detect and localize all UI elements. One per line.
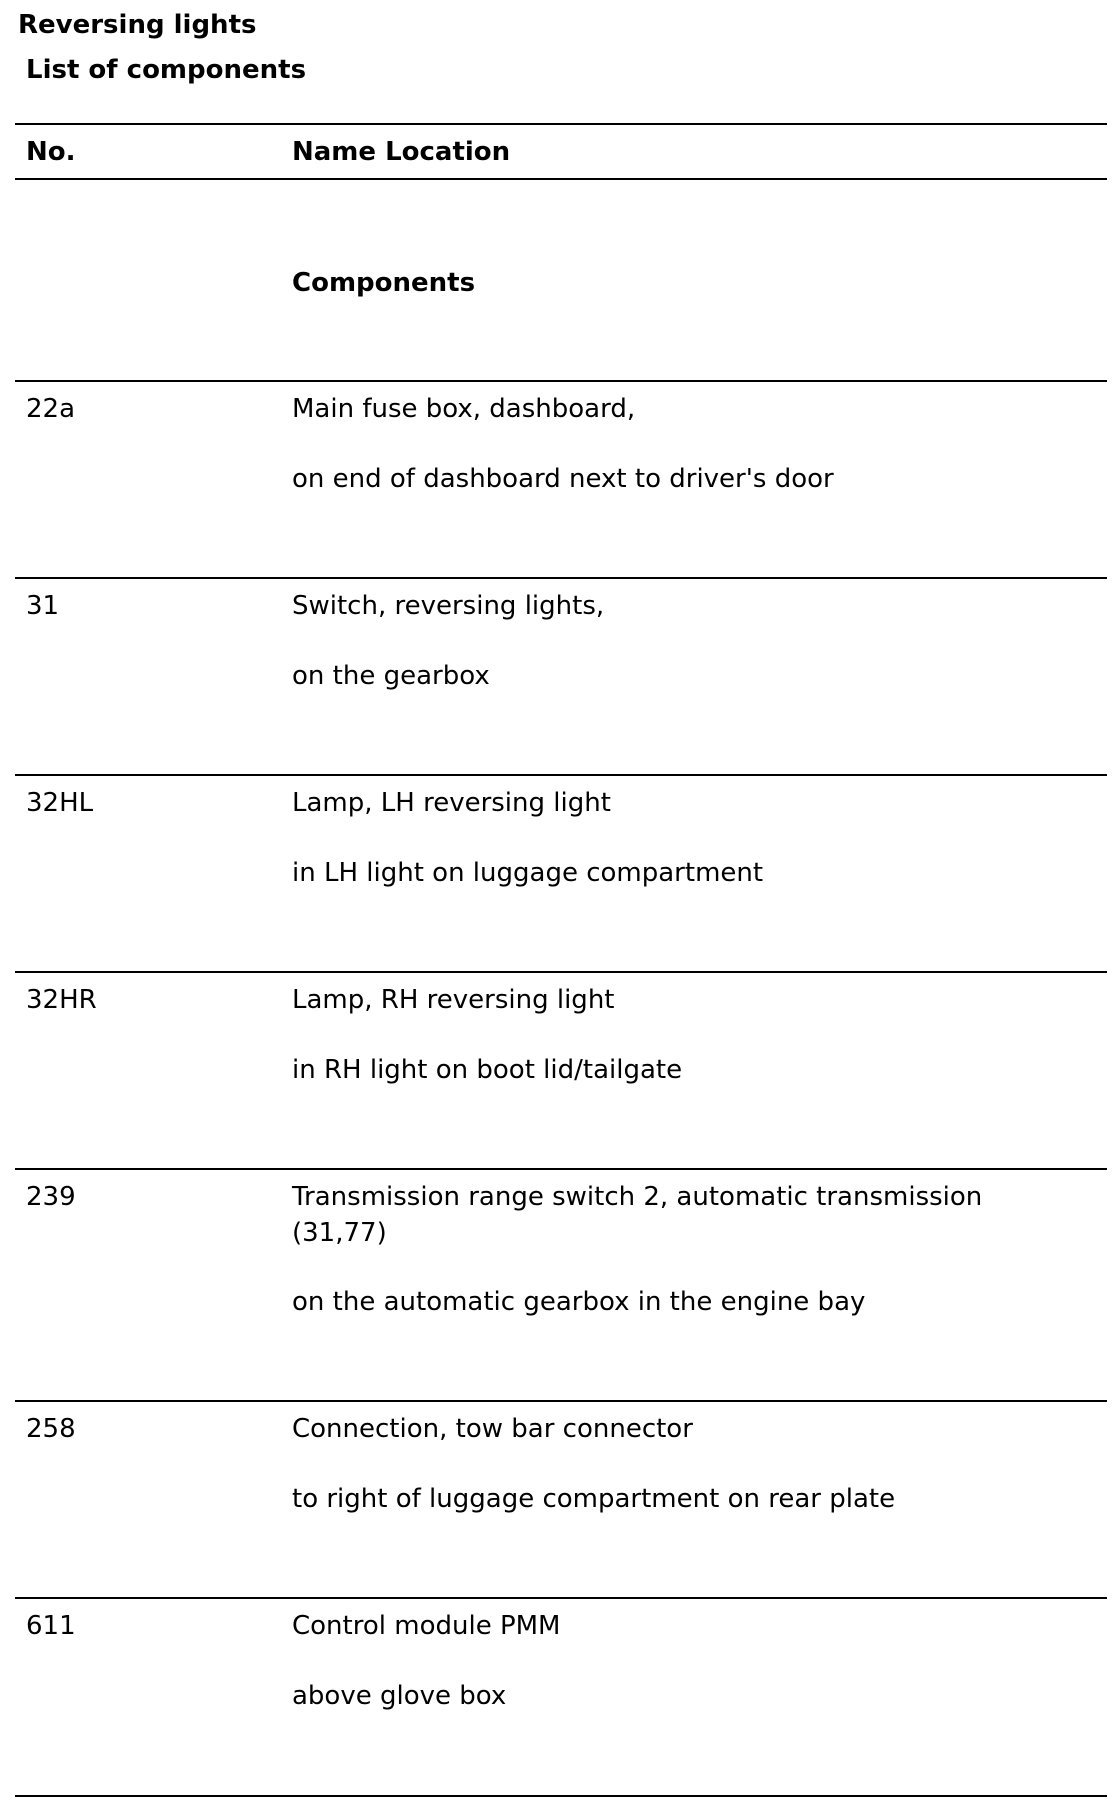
component-location: to right of luggage compartment on rear plate <box>292 1484 896 1514</box>
component-location: above glove box <box>292 1681 507 1711</box>
component-number: 32HL <box>26 788 94 818</box>
component-name: Connection, tow bar connector <box>292 1414 693 1444</box>
header-name-location: Name Location <box>292 137 511 167</box>
component-location: on end of dashboard next to driver's door <box>292 464 834 494</box>
component-location: on the gearbox <box>292 661 490 691</box>
component-name: Lamp, RH reversing light <box>292 985 615 1015</box>
row-divider <box>15 1168 1107 1170</box>
component-name: Main fuse box, dashboard, <box>292 394 636 424</box>
row-divider <box>15 577 1107 579</box>
component-number: 32HR <box>26 985 97 1015</box>
component-name: Transmission range switch 2, automatic transmission (31,77) <box>292 1182 983 1248</box>
component-location: in LH light on luggage compartment <box>292 858 764 888</box>
row-divider <box>15 1597 1107 1599</box>
row-divider <box>15 971 1107 973</box>
document-subtitle: List of components <box>26 55 307 85</box>
table-bottom-rule <box>15 1795 1107 1797</box>
component-name: Lamp, LH reversing light <box>292 788 611 818</box>
row-divider <box>15 380 1107 382</box>
component-location: in RH light on boot lid/tailgate <box>292 1055 683 1085</box>
component-name: Switch, reversing lights, <box>292 591 605 621</box>
component-number: 22a <box>26 394 76 424</box>
component-name: Control module PMM <box>292 1611 561 1641</box>
component-number: 611 <box>26 1611 76 1641</box>
table-header-rule <box>15 178 1107 180</box>
table-header-row <box>0 125 1120 179</box>
section-label-components: Components <box>292 268 476 298</box>
component-number: 258 <box>26 1414 76 1444</box>
row-divider <box>15 774 1107 776</box>
row-divider <box>15 1400 1107 1402</box>
header-no: No. <box>26 137 76 167</box>
component-number: 31 <box>26 591 60 621</box>
document-title: Reversing lights <box>18 10 257 40</box>
component-location: on the automatic gearbox in the engine bay <box>292 1287 866 1317</box>
component-number: 239 <box>26 1182 76 1212</box>
